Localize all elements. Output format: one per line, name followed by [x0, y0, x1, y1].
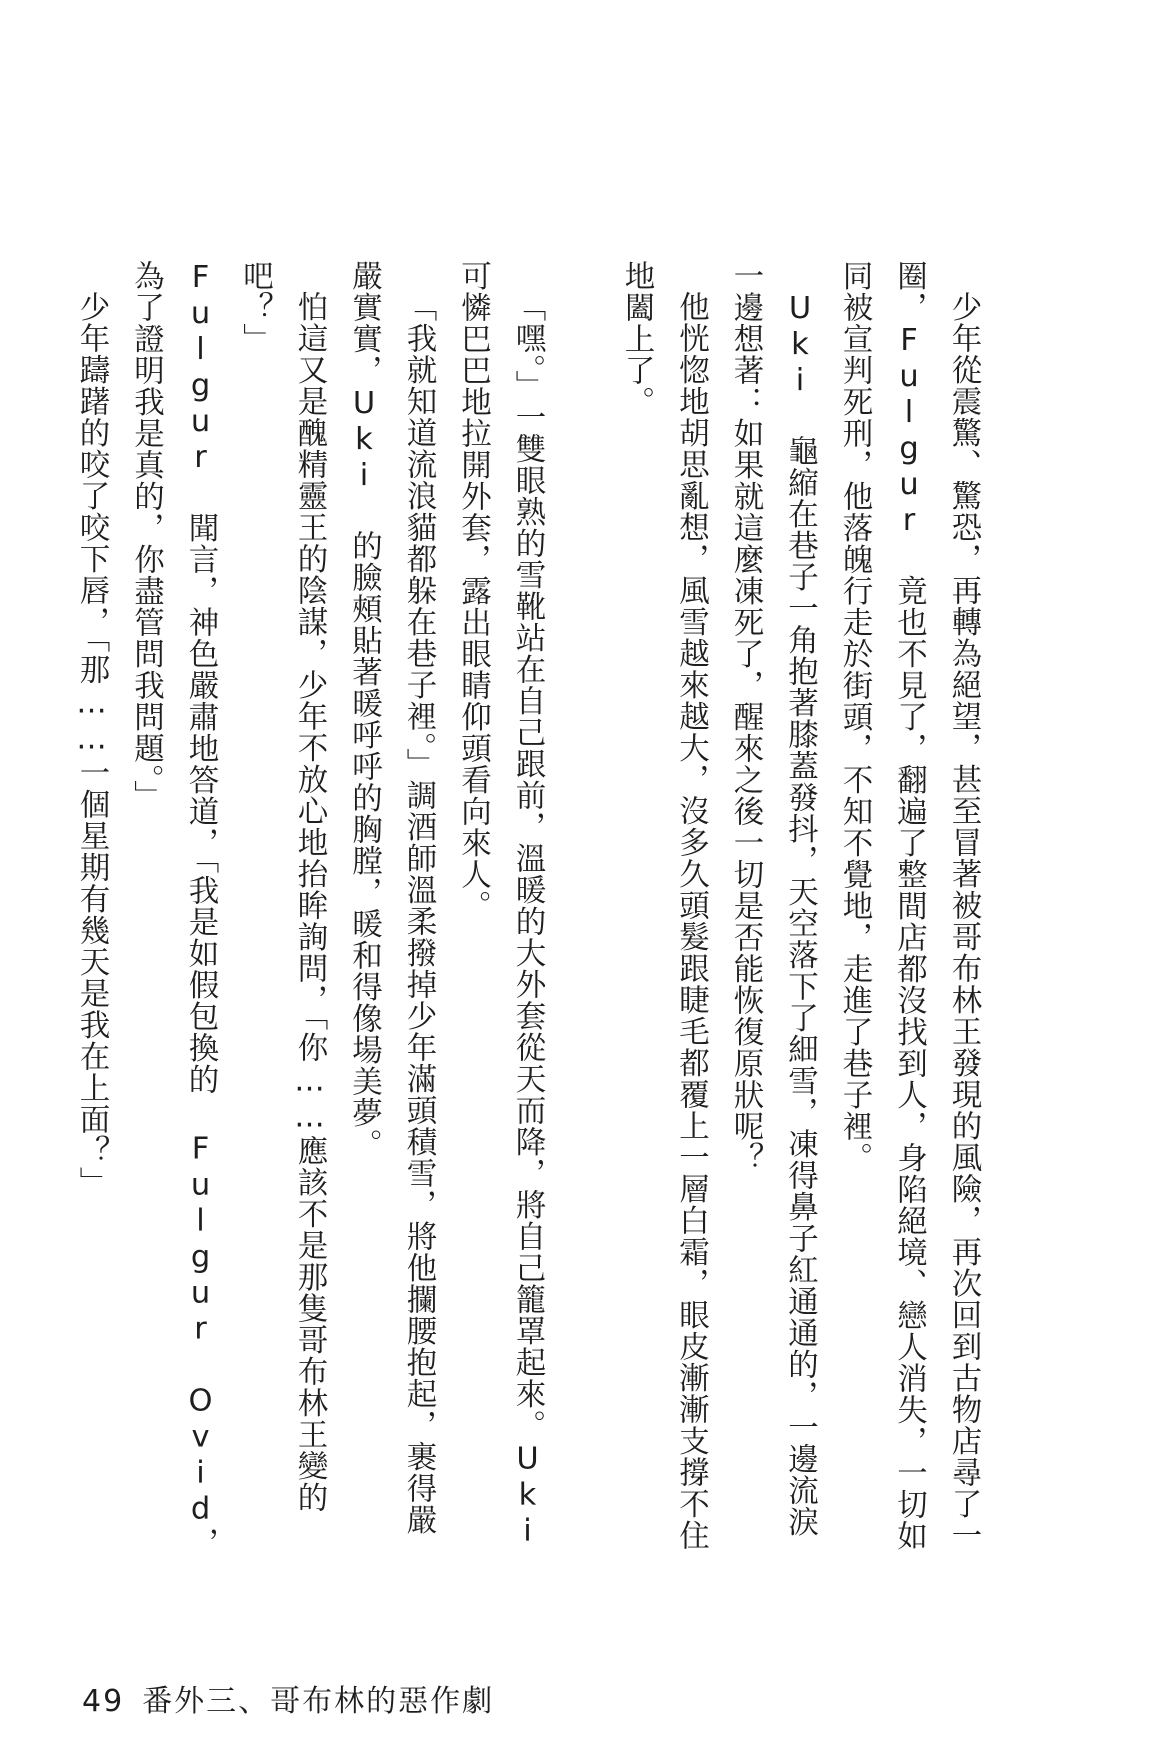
paragraph: Uki 龜縮在巷子一角抱著膝蓋發抖，天空落下了細雪，凍得鼻子紅通通的，一邊流淚一邊想著：如果就這麼凍死了，醒來之後一切是否能恢復原狀呢？ [728, 260, 818, 1537]
paragraph: Fulgur 聞言，神色嚴肅地答道，「我是如假包換的 Fulgur Ovid，為了證明我是真的，你盡管問我問題。」 [128, 260, 218, 1559]
paragraph: 少年躊躇的咬了咬下唇，「那……一個星期有幾天是我在上面？」 [74, 290, 109, 1198]
paragraph-gap [554, 260, 609, 1560]
paragraph: 他恍惚地胡思亂想，風雪越來越大，沒多久頭髮跟睫毛都覆上一層白霜，眼皮漸漸支撐不住地闔上了。 [619, 260, 709, 1551]
page-footer [82, 1676, 494, 1720]
paragraph: 少年從震驚、驚恐，再轉為絕望，甚至冒著被哥布林王發現的風險，再次回到古物店尋了一圈，Fulgur 竟也不見了，翻遍了整間店都沒找到人，身陷絕境、戀人消失，一切如同被宣判死刑，他落魄行走於街頭，不知不覺地，走進了巷子裡。 [837, 260, 981, 1552]
paragraph: 怕這又是醜精靈王的陰謀，少年不放心地抬眸詢問，「你……應該不是那隻哥布林王變的吧？」 [237, 260, 327, 1513]
page-number: 49 [82, 1684, 125, 1719]
vertical-text-body [64, 260, 991, 1560]
paragraph: 「我就知道流浪貓都躲在巷子裡。」調酒師溫柔撥掉少年滿頭積雪，將他攔腰抱起，裹得嚴嚴實實，Uki 的臉頰貼著暖呼呼的胸膛，暖和得像場美夢。 [346, 260, 436, 1536]
chapter-title: 番外三、哥布林的惡作劇 [142, 1684, 495, 1719]
paragraph: 「嘿。」一雙眼熟的雪靴站在自己跟前，溫暖的大外套從天而降，將自己籠罩起來。Uki 可憐巴巴地拉開外套，露出眼睛仰頭看向來人。 [455, 260, 545, 1549]
